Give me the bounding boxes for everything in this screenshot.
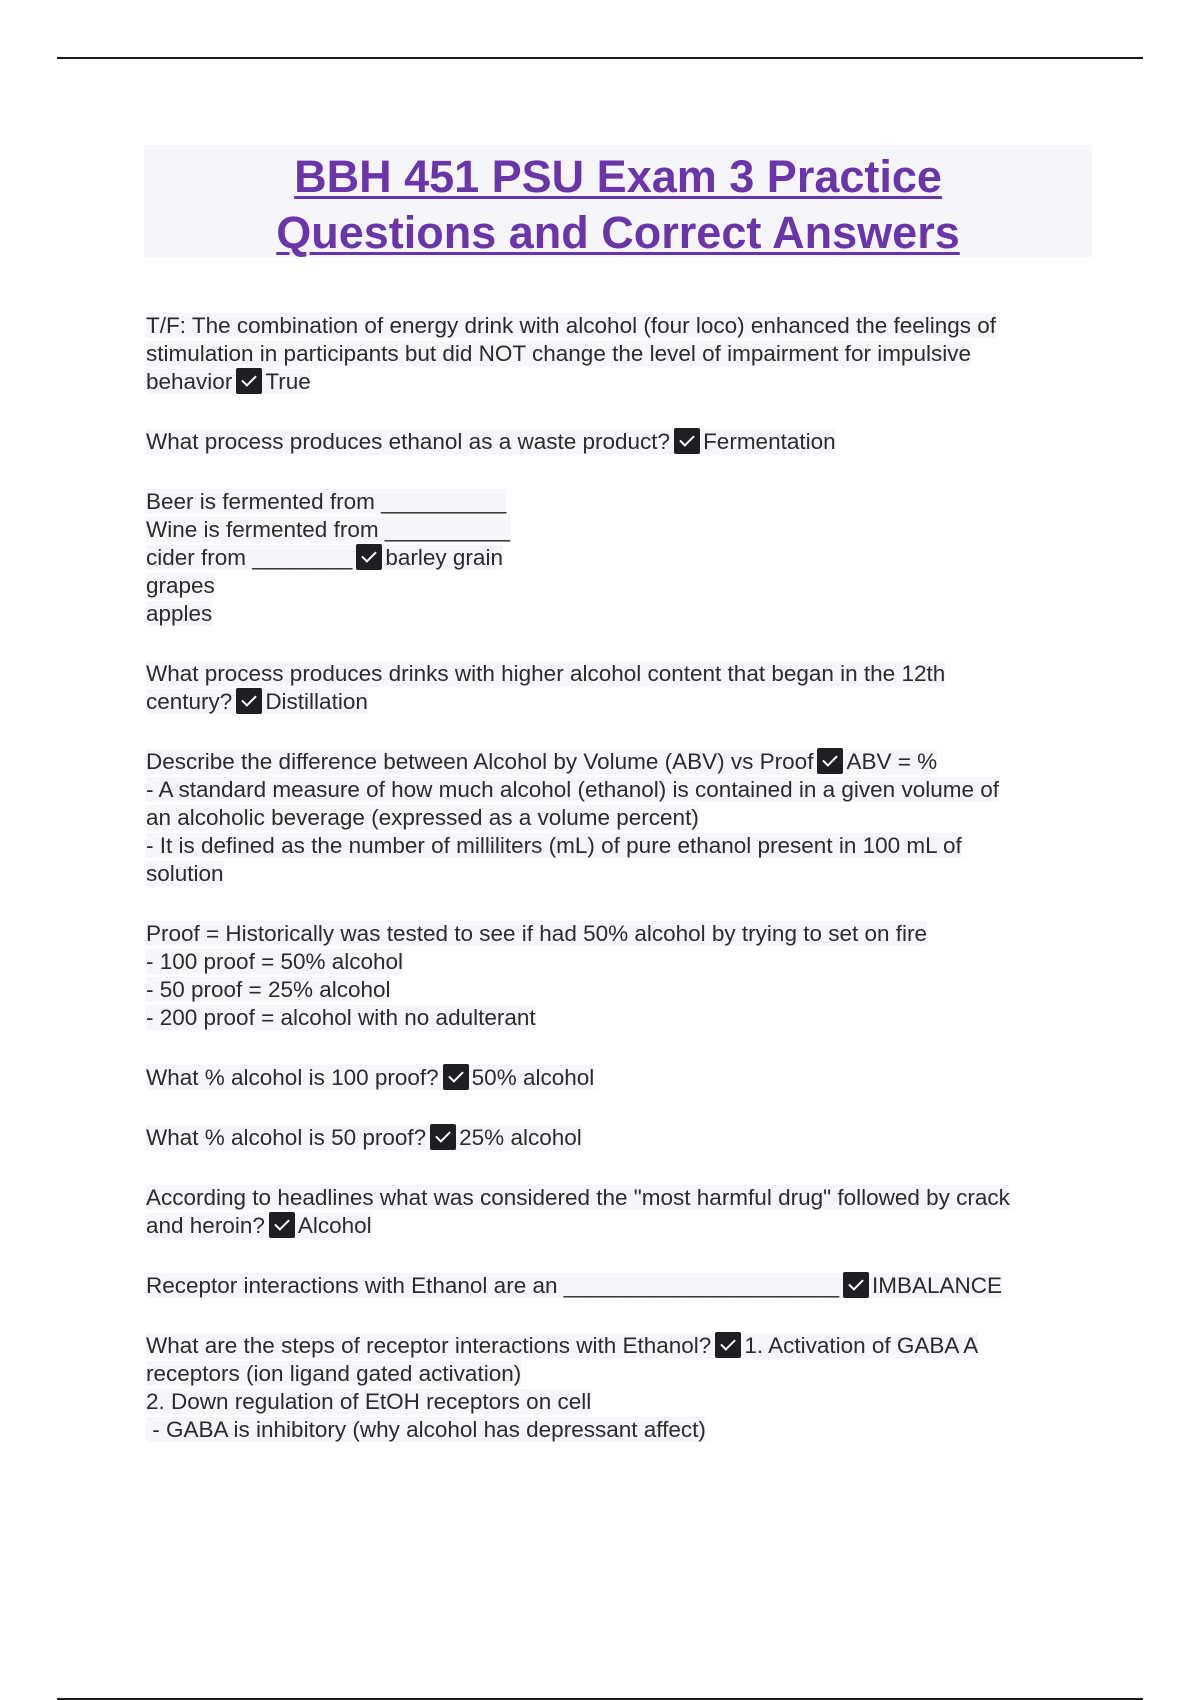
question-text: behavior	[146, 369, 233, 394]
qa-line	[146, 1416, 1086, 1444]
qa-line	[146, 488, 1086, 516]
answer-text: 25% alcohol	[459, 1125, 582, 1150]
qa-item	[146, 660, 1086, 716]
question-text: T/F: The combination of energy drink with alcohol (four loco) enhanced the feelings of	[146, 313, 997, 338]
checkmark-box-icon	[236, 368, 262, 394]
qa-line-text	[146, 1389, 591, 1414]
question-text: Describe the difference between Alcohol by Volume (ABV) vs Proof	[146, 749, 814, 774]
question-text: solution	[146, 861, 224, 886]
qa-line	[146, 600, 1086, 628]
qa-line-text	[146, 833, 962, 858]
qa-line	[146, 1272, 1086, 1300]
qa-line	[146, 1212, 1086, 1240]
question-text: cider from ________	[146, 545, 353, 570]
qa-line	[146, 368, 1086, 396]
qa-line	[146, 776, 1086, 804]
checkmark-box-icon	[430, 1124, 456, 1150]
question-text: apples	[146, 601, 213, 626]
qa-line	[146, 688, 1086, 716]
qa-line-text	[146, 489, 506, 514]
question-text: an alcoholic beverage (expressed as a volume percent)	[146, 805, 699, 830]
question-text: What % alcohol is 50 proof?	[146, 1125, 427, 1150]
qa-line	[146, 544, 1086, 572]
qa-item	[146, 488, 1086, 628]
qa-line-text	[146, 949, 403, 974]
qa-line	[146, 340, 1086, 368]
qa-line-text	[146, 805, 699, 830]
question-text: - 200 proof = alcohol with no adulterant	[146, 1005, 536, 1030]
question-text: - GABA is inhibitory (why alcohol has depressant affect)	[146, 1417, 706, 1442]
qa-line-text	[146, 517, 510, 542]
qa-line	[146, 1124, 1086, 1152]
qa-line-text	[146, 341, 971, 366]
qa-item	[146, 1064, 1086, 1092]
question-text: century?	[146, 689, 233, 714]
qa-item	[146, 748, 1086, 888]
qa-line-text	[146, 661, 945, 686]
qa-line-text	[146, 1417, 706, 1442]
qa-item	[146, 1124, 1086, 1152]
question-text: What % alcohol is 100 proof?	[146, 1065, 439, 1090]
question-text: Receptor interactions with Ethanol are an ______________________	[146, 1273, 840, 1298]
checkmark-box-icon	[356, 544, 382, 570]
answer-text: ABV = %	[846, 749, 938, 774]
qa-line	[146, 660, 1086, 688]
question-text: Beer is fermented from __________	[146, 489, 507, 514]
question-text: Wine is fermented from __________	[146, 517, 510, 542]
qa-line	[146, 804, 1086, 832]
answer-text: Alcohol	[297, 1213, 372, 1238]
qa-line-text	[146, 777, 999, 802]
qa-line-text	[146, 749, 937, 774]
qa-line-text	[146, 369, 311, 394]
checkmark-box-icon	[817, 748, 843, 774]
answer-text: barley grain	[385, 545, 503, 570]
qa-list	[146, 312, 1086, 1476]
qa-line-text	[146, 921, 927, 946]
qa-item	[146, 1272, 1086, 1300]
qa-line	[146, 1184, 1086, 1212]
question-text: What process produces ethanol as a waste product?	[146, 429, 671, 454]
qa-line	[146, 516, 1086, 544]
title-line-1: BBH 451 PSU Exam 3 Practice	[294, 151, 942, 202]
qa-line-text	[146, 1185, 1010, 1210]
qa-line	[146, 1332, 1086, 1360]
qa-line-text	[146, 573, 215, 598]
question-text: What are the steps of receptor interactions with Ethanol?	[146, 1333, 712, 1358]
qa-line-text	[146, 1333, 978, 1358]
qa-line	[146, 1388, 1086, 1416]
qa-line	[146, 976, 1086, 1004]
qa-line-text	[146, 601, 212, 626]
answer-text: 1. Activation of GABA A	[744, 1333, 979, 1358]
answer-text: Distillation	[265, 689, 368, 714]
checkmark-box-icon	[843, 1272, 869, 1298]
checkmark-box-icon	[674, 428, 700, 454]
qa-line	[146, 1360, 1086, 1388]
question-text: According to headlines what was considered the "most harmful drug" followed by crack	[146, 1185, 1010, 1210]
qa-line-text	[146, 1065, 594, 1090]
qa-item	[146, 920, 1086, 1032]
page-title	[144, 145, 1092, 261]
question-text: 2. Down regulation of EtOH receptors on cell	[146, 1389, 592, 1414]
question-text: stimulation in participants but did NOT change the level of impairment for impulsive	[146, 341, 971, 366]
title-banner	[144, 145, 1092, 257]
answer-text: Fermentation	[703, 429, 836, 454]
qa-line-text	[146, 1125, 582, 1150]
qa-item	[146, 428, 1086, 456]
qa-line-text	[146, 1361, 521, 1386]
checkmark-box-icon	[269, 1212, 295, 1238]
checkmark-box-icon	[236, 688, 262, 714]
question-text: What process produces drinks with higher alcohol content that began in the 12th	[146, 661, 946, 686]
question-text: receptors (ion ligand gated activation)	[146, 1361, 522, 1386]
title-line-2: Questions and Correct Answers	[276, 207, 960, 258]
qa-line	[146, 920, 1086, 948]
qa-line-text	[146, 313, 996, 338]
qa-line	[146, 1004, 1086, 1032]
qa-line-text	[146, 977, 391, 1002]
qa-line	[146, 748, 1086, 776]
qa-line-text	[146, 545, 503, 570]
answer-text: 50% alcohol	[471, 1065, 595, 1090]
question-text: - 50 proof = 25% alcohol	[146, 977, 391, 1002]
qa-line	[146, 572, 1086, 600]
qa-line	[146, 428, 1086, 456]
qa-line	[146, 1064, 1086, 1092]
question-text: - It is defined as the number of milliliters (mL) of pure ethanol present in 100 mL of	[146, 833, 962, 858]
checkmark-box-icon	[715, 1332, 741, 1358]
answer-text: True	[265, 369, 311, 394]
question-text: - 100 proof = 50% alcohol	[146, 949, 404, 974]
question-text: and heroin?	[146, 1213, 265, 1238]
question-text: grapes	[146, 573, 215, 598]
top-rule	[57, 57, 1143, 59]
question-text: - A standard measure of how much alcohol (ethanol) is contained in a given volume of	[146, 777, 999, 802]
question-text: Proof = Historically was tested to see if had 50% alcohol by trying to set on fire	[146, 921, 928, 946]
qa-line	[146, 832, 1086, 860]
qa-line	[146, 860, 1086, 888]
qa-line	[146, 948, 1086, 976]
qa-line-text	[146, 1005, 536, 1030]
qa-line-text	[146, 689, 368, 714]
qa-item	[146, 1332, 1086, 1444]
qa-item	[146, 1184, 1086, 1240]
qa-item	[146, 312, 1086, 396]
checkmark-box-icon	[443, 1064, 469, 1090]
qa-line-text	[146, 1273, 1002, 1298]
answer-text: IMBALANCE	[872, 1273, 1003, 1298]
qa-line-text	[146, 861, 224, 886]
qa-line-text	[146, 1213, 372, 1238]
qa-line-text	[146, 429, 836, 454]
qa-line	[146, 312, 1086, 340]
